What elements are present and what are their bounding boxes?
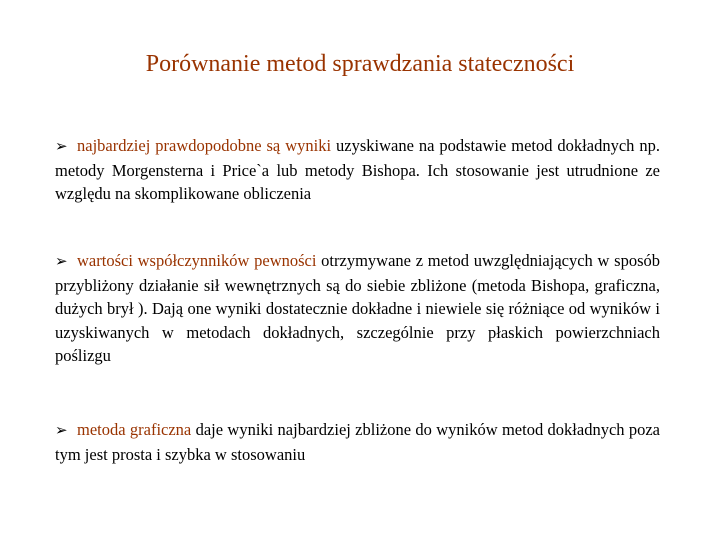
bullet-item-3 — [55, 418, 660, 466]
bullet-highlight-3: metoda graficzna — [77, 420, 192, 439]
arrow-right-icon: ➢ — [55, 137, 68, 155]
arrow-right-icon: ➢ — [55, 252, 68, 270]
bullet-highlight-1: najbardziej prawdopodobne są wyniki — [77, 136, 332, 155]
page-title: Porównanie metod sprawdzania stateczności — [145, 51, 575, 77]
bullet-text-1: uzyskiwane na podstawie metod dokładnych np. metody Morgensterna i Price`a lub metody Bishopa. Ich stosowanie jest utrudnione ze względu na skomplikowane obliczenia — [55, 136, 660, 203]
arrow-right-icon: ➢ — [55, 421, 68, 439]
bullet-highlight-2: wartości współczynników pewności — [77, 251, 317, 270]
bullet-text-2: otrzymywane z metod uwzględniających w sposób przybliżony działanie sił wewnętrznych są do siebie zbliżone (metoda Bishopa, graficzna, dużych brył ). Dają one wyniki dostatecznie dokładne i niewiele się różniące od wyników i uzyskiwanych w metodach dokładnych, szczególnie przy płaskich powierzchniach poślizgu — [55, 251, 660, 365]
bullet-text-3: daje wyniki najbardziej zbliżone do wyników metod dokładnych poza tym jest prosta i szybka w stosowaniu — [55, 420, 660, 464]
bullet-item-2 — [55, 249, 660, 368]
bullet-item-1 — [55, 134, 660, 206]
